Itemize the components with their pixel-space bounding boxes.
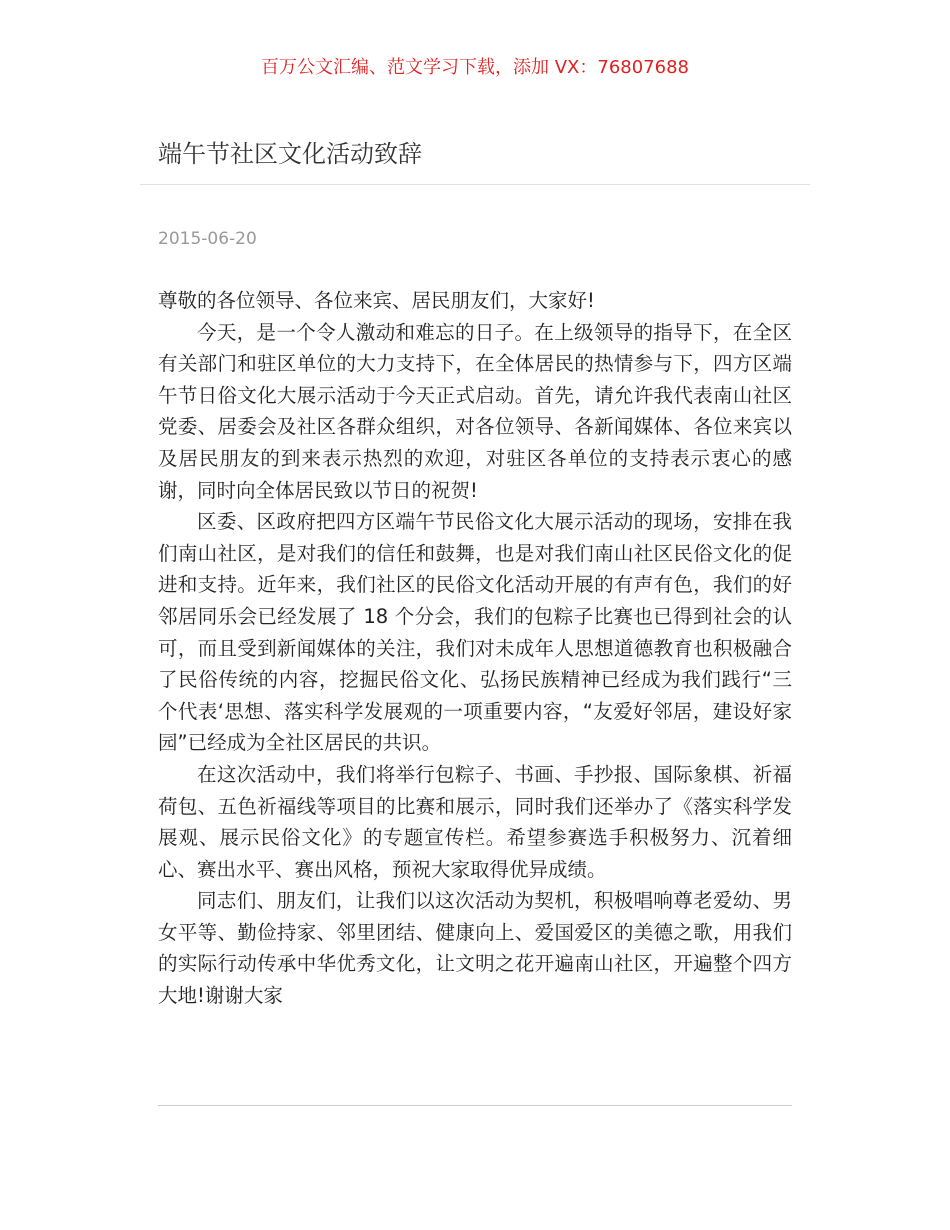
publish-date: 2015-06-20 [158,229,257,249]
paragraph: 今天，是一个令人激动和难忘的日子。在上级领导的指导下，在全区有关部门和驻区单位的大力支持下，在全体居民的热情参与下，四方区端午节日俗文化大展示活动于今天正式启动。首先，请允许我代表南山社区党委、居委会及社区各群众组织，对各位领导、各新闻媒体、各位来宾以及居民朋友的到来表示热烈的欢迎，对驻区各单位的支持表示衷心的感谢，同时向全体居民致以节日的祝贺! [158,320,792,502]
greeting-line: 尊敬的各位领导、各位来宾、居民朋友们，大家好! [158,289,595,312]
paragraph: 同志们、朋友们，让我们以这次活动为契机，积极唱响尊老爱幼、男女平等、勤俭持家、邻里团结、健康向上、爱国爱区的美德之歌，用我们的实际行动传承中华优秀文化，让文明之花开遍南山社区，开遍整个四方大地!谢谢大家 [158,889,792,1008]
paragraph: 在这次活动中，我们将举行包粽子、书画、手抄报、国际象棋、祈福荷包、五色祈福线等项目的比赛和展示，同时我们还举办了《落实科学发展观、展示民俗文化》的专题宣传栏。希望参赛选手积极努力、沉着细心、赛出水平、赛出风格，预祝大家取得优异成绩。 [158,762,792,881]
title-divider [140,184,810,185]
article-title: 端午节社区文化活动致辞 [158,140,422,168]
paragraph: 区委、区政府把四方区端午节民俗文化大展示活动的现场，安排在我们南山社区，是对我们的信任和鼓舞，也是对我们南山社区民俗文化的促进和支持。近年来，我们社区的民俗文化活动开展的有声有色，我们的好邻居同乐会已经发展了 18 个分会，我们的包粽子比赛也已得到社会的认可，而且受到新闻媒体的关注，我们对未成年人思想道德教育也积极融合了民俗传统的内容，挖掘民俗文化、弘扬民族精神已经成为我们践行“三个代表‘思想、落实科学发展观的一项重要内容，“友爱好邻居，建设好家园”已经成为全社区居民的共识。 [158,510,792,755]
footer-divider [158,1105,792,1106]
promo-banner: 百万公文汇编、范文学习下载，添加 VX：76807688 [261,57,689,78]
article-body [158,285,792,1012]
